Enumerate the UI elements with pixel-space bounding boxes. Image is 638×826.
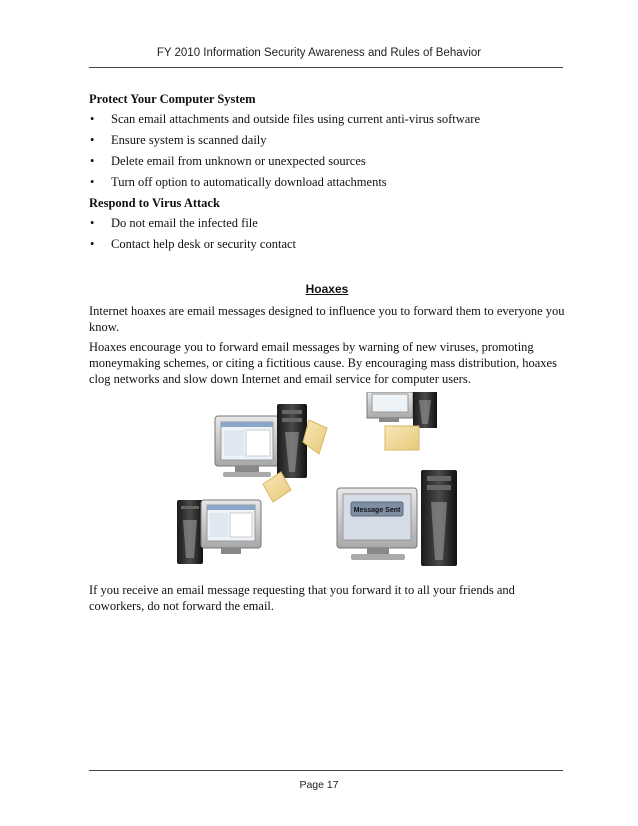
list-item xyxy=(89,215,565,231)
computer-icon xyxy=(367,392,437,428)
computer-icon xyxy=(215,404,307,478)
footer-rule xyxy=(89,770,563,771)
hoaxes-paragraph-1: Internet hoaxes are email messages designed to influence you to forward them to everyone you know. xyxy=(89,304,565,334)
hoax-network-illustration xyxy=(177,392,467,570)
bullet-icon: • xyxy=(90,175,95,189)
page-body xyxy=(89,91,565,391)
list-item xyxy=(89,153,565,169)
bullet-icon: • xyxy=(90,112,95,126)
respond-heading: Respond to Virus Attack xyxy=(89,196,220,210)
bullet-icon: • xyxy=(90,154,95,168)
list-item xyxy=(89,236,565,252)
list-item-text: Turn off option to automatically download attachments xyxy=(111,175,387,189)
bullet-icon: • xyxy=(90,216,95,230)
envelope-icon xyxy=(385,426,419,450)
respond-list xyxy=(89,215,565,252)
list-item xyxy=(89,132,565,148)
protect-list xyxy=(89,111,565,190)
header-rule xyxy=(89,67,563,68)
hoaxes-title: Hoaxes xyxy=(305,282,349,296)
computer-icon xyxy=(337,470,457,566)
bullet-icon: • xyxy=(90,133,95,147)
list-item-text: Ensure system is scanned daily xyxy=(111,133,267,147)
bullet-icon: • xyxy=(90,237,95,251)
list-item-text: Delete email from unknown or unexpected sources xyxy=(111,154,366,168)
closing-paragraph: If you receive an email message requesting that you forward it to all your friends and coworkers, do not forward the email. xyxy=(89,583,515,613)
list-item-text: Scan email attachments and outside files using current anti-virus software xyxy=(111,112,480,126)
list-item xyxy=(89,174,565,190)
page-header: FY 2010 Information Security Awareness and Rules of Behavior xyxy=(156,47,482,59)
list-item-text: Do not email the infected file xyxy=(111,216,258,230)
hoaxes-paragraph-2: Hoaxes encourage you to forward email messages by warning of new viruses, promoting moneymaking schemes, or citing a fictitious cause. By encouraging mass distribution, hoaxes clog networks and slow down Internet and email service for computer users. xyxy=(89,340,557,386)
computer-icon xyxy=(177,500,261,564)
page-number: Page 17 xyxy=(299,779,339,791)
message-sent-label: Message Sent xyxy=(353,507,401,514)
section-spacer xyxy=(89,257,565,281)
list-item-text: Contact help desk or security contact xyxy=(111,237,297,251)
list-item xyxy=(89,111,565,127)
protect-heading: Protect Your Computer System xyxy=(89,92,256,106)
